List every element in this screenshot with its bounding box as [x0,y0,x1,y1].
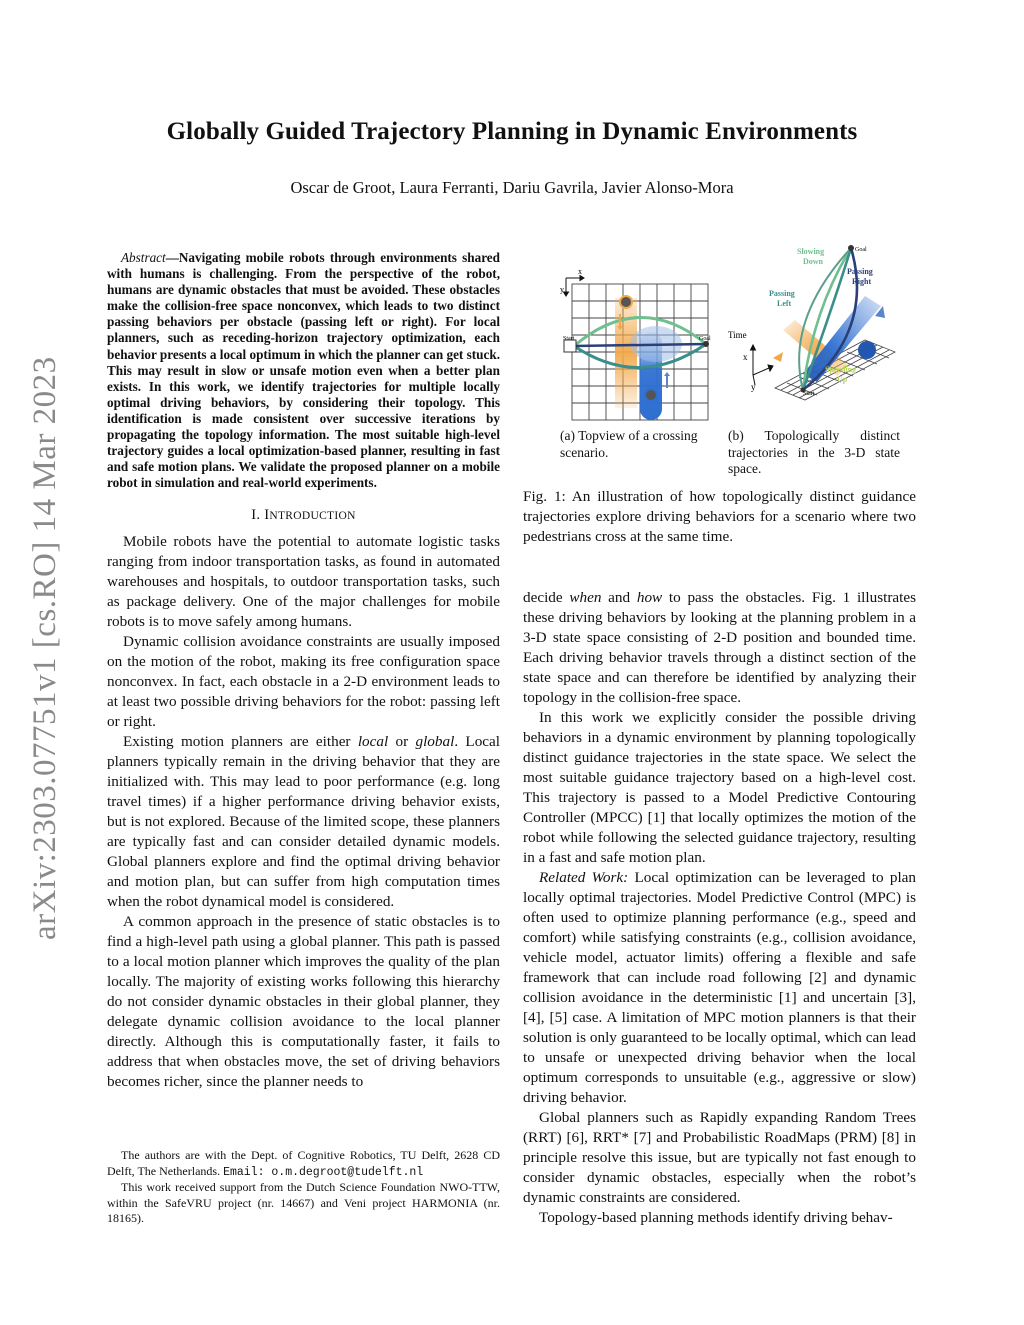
section-heading-introduction: I. INTRODUCTION [251,507,356,524]
label-passing-left-1: Passing [769,289,795,298]
start-label-3d: Start [803,391,815,397]
axis-y3d-label: y [751,382,756,392]
label-down: Down [803,257,824,266]
pedestrian-2-icon [645,389,657,401]
footnote-affiliation: The authors are with the Dept. of Cognitive Robotics, TU Delft, 2628 CD Delft, The Netherlands. Email: o.m.degroot@tudelft.nl [107,1148,500,1179]
axis-time-label: Time [728,330,747,340]
xy-axes-icon [564,276,585,297]
label-up: Up [837,375,848,384]
paper-authors: Oscar de Groot, Laura Ferranti, Dariu Gavrila, Javier Alonso-Mora [290,178,734,197]
subcaption-b: (b) Topologically distinct trajectories in the 3-D state space. [728,428,900,476]
goal-marker-3d [848,245,854,251]
axis-x3d-label: x [743,352,748,362]
intro-paragraph-1: Mobile robots have the potential to automate logistic tasks ranging from indoor transportation tasks, as found in automated warehouses and hospitals, to outdoor transportation tasks, such as package delivery. One of the major challenges for mobile robots is to move safely among humans. [107,533,500,631]
figure-1-caption: Fig. 1: An illustration of how topologically distinct guidance trajectories explore driving behaviors for a scenario where two pedestrians cross at the same time. [523,488,916,545]
subcaption-a: (a) Topview of a crossing scenario. [560,428,698,460]
paper-title: Globally Guided Trajectory Planning in Dynamic Environments [166,118,858,145]
footnote-funding: This work received support from the Dutch Science Foundation NWO-TTW, within the SafeVRU project (nr. 14667) and Veni project HARMONIA (nr. 18165). [107,1180,500,1226]
right-column [523,588,916,1228]
abstract-text: Navigating mobile robots through environments shared with humans is challenging. From the perspective of the robot, humans are dynamic obstacles that must be avoided. These obstacles make the collision-free space nonconvex, which leads to two distinct passing behaviors per obstacle (passing left or right). For local planners, such as receding-horizon trajectory optimization, each behavior presents a local optimum in which the planner can get stuck. This may result in slow or unsafe motion even when a better plan exists. In this work, we identify trajectories for multiple locally optimal driving behaviors, by considering their topology. This identification is made consistent over successive iterations by propagating the topology information. The most suitable high-level trajectory guides a local optimization-based planner, resulting in fast and safe motion plans. We validate the proposed planner on a mobile robot in simulation and real-world experiments. [107,250,500,491]
right-paragraph-1: decide when and how to pass the obstacles. Fig. 1 illustrates these driving behaviors by looking at the planning problem in a 3-D state space consisting of 2-D position and bounded time. Each driving behavior travels through a distinct section of the state space and can therefore be identified by analyzing their topology in the collision-free space. [523,589,916,706]
intro-paragraph-2: Dynamic collision avoidance constraints are usually imposed on the motion of the robot, making its free configuration space nonconvex. In fact, each obstacle in a 2-D environment leads to at least two possible driving behaviors for the robot: passing left or right. [107,633,500,731]
right-paragraph-5: Topology-based planning methods identify driving behav- [539,1209,893,1226]
related-work-heading: Related Work: [539,869,629,886]
label-passing-right-2: Right [852,277,872,286]
label-slowing: Slowing [797,247,825,256]
goal-label: Goal [699,336,711,342]
axis-x-label: x [578,267,582,276]
label-passing-right-1: Passing [847,267,873,276]
abstract-label: Abstract [121,250,166,265]
pedestrian-1-icon [620,296,632,308]
start-label: Start [563,336,575,342]
right-paragraph-4: Global planners such as Rapidly expanding Random Trees (RRT) [6], RRT* [7] and Probabilistic RoadMaps (PRM) [8] in principle resolve this issue, but are typically not fast enough to consider dynamic obstacles, especially when the robot’s dynamic constraints are considered. [523,1109,916,1206]
label-passing-left-2: Left [777,299,792,308]
figure-1a-topview [560,262,720,424]
right-paragraph-2: In this work we explicitly consider the possible driving behaviors in a dynamic environment by planning topologically distinct guidance trajectories in the state space. We select the most suitable guidance trajectory based on a high-level cost. This trajectory is passed to a Model Predictive Contouring Controller (MPCC) [1] that locally optimizes the motion of the robot while following the selected guidance trajectory, resulting in a fast and safe motion plan. [523,709,916,866]
figure-1b-state-space [725,240,920,425]
arxiv-stamp[interactable]: arXiv:2303.07751v1 [cs.RO] 14 Mar 2023 [27,356,63,940]
orange-direction-arrow [773,352,783,362]
related-work-paragraph: Related Work: Local optimization can be leveraged to plan locally optimal trajectories. Model Predictive Control (MPC) is often used to optimize planning performance (e.g., speed and comfort) while satisfying constraints (e.g., collision avoidance, vehicle model, actuator limits) offering a flexible and safe framework that can include road following [2] and dynamic collision avoidance in the deterministic [1] and uncertain [3], [4], [5] case. A limitation of MPC motion planners is that their solution is only guaranteed to be locally optimal, which can lead to unsafe or unexpected driving behavior when the local optimum corresponds to unsuitable (e.g., aggressive or slow) driving behavior. [523,869,916,1106]
intro-paragraph-4: A common approach in the presence of static obstacles is to find a high-level path using a global planner. This path is passed to a local motion planner which improves the quality of the plan locally. The majority of existing works following this hierarchy do not consider dynamic obstacles in their global planner, they delegate dynamic collision avoidance to the local planner directly. Although this is computationally faster, it fails to address that when obstacles move, the set of driving behaviors becomes richer, since the planner needs to [107,913,500,1091]
goal-label-3d: Goal [855,247,867,253]
left-column [107,250,500,1092]
email-link[interactable]: Email: o.m.degroot@tudelft.nl [223,1165,424,1179]
intro-paragraph-3: Existing motion planners are either local or global. Local planners typically remain in the driving behavior that they are initialized with. This may lead to poor performance (e.g. long travel times) if a higher performance driving behavior exists, but is not explored. Because of the limited scope, these planners are typically fast and can consider detailed dynamic models. Global planners explore and find the optimal driving behavior and motion plan, but can suffer from high computation times when the robot dynamical model is considered. [107,733,500,911]
axis-y-label: y [560,285,564,294]
abstract: Abstract—Navigating mobile robots through environments shared with humans is challenging. From the perspective of the robot, humans are dynamic obstacles that must be avoided. These obstacles make the collision-free space nonconvex, which leads to two distinct passing behaviors per obstacle (passing left or right). For local planners, such as receding-horizon trajectory optimization, each behavior presents a local optimum in which the planner can get stuck. This may result in slow or unsafe motion even when a better plan exists. In this work, we identify trajectories for multiple locally optimal driving behaviors, by considering their topology. This identification is made consistent over successive iterations by propagating the topology information. The most suitable high-level trajectory guides a local optimization-based planner, resulting in fast and safe motion plans. We validate the proposed planner on a mobile robot in simulation and real-world experiments. [107,250,500,491]
txy-axes-icon [751,345,774,385]
footnotes [107,1148,500,1227]
label-speeding: Speeding [825,365,857,374]
